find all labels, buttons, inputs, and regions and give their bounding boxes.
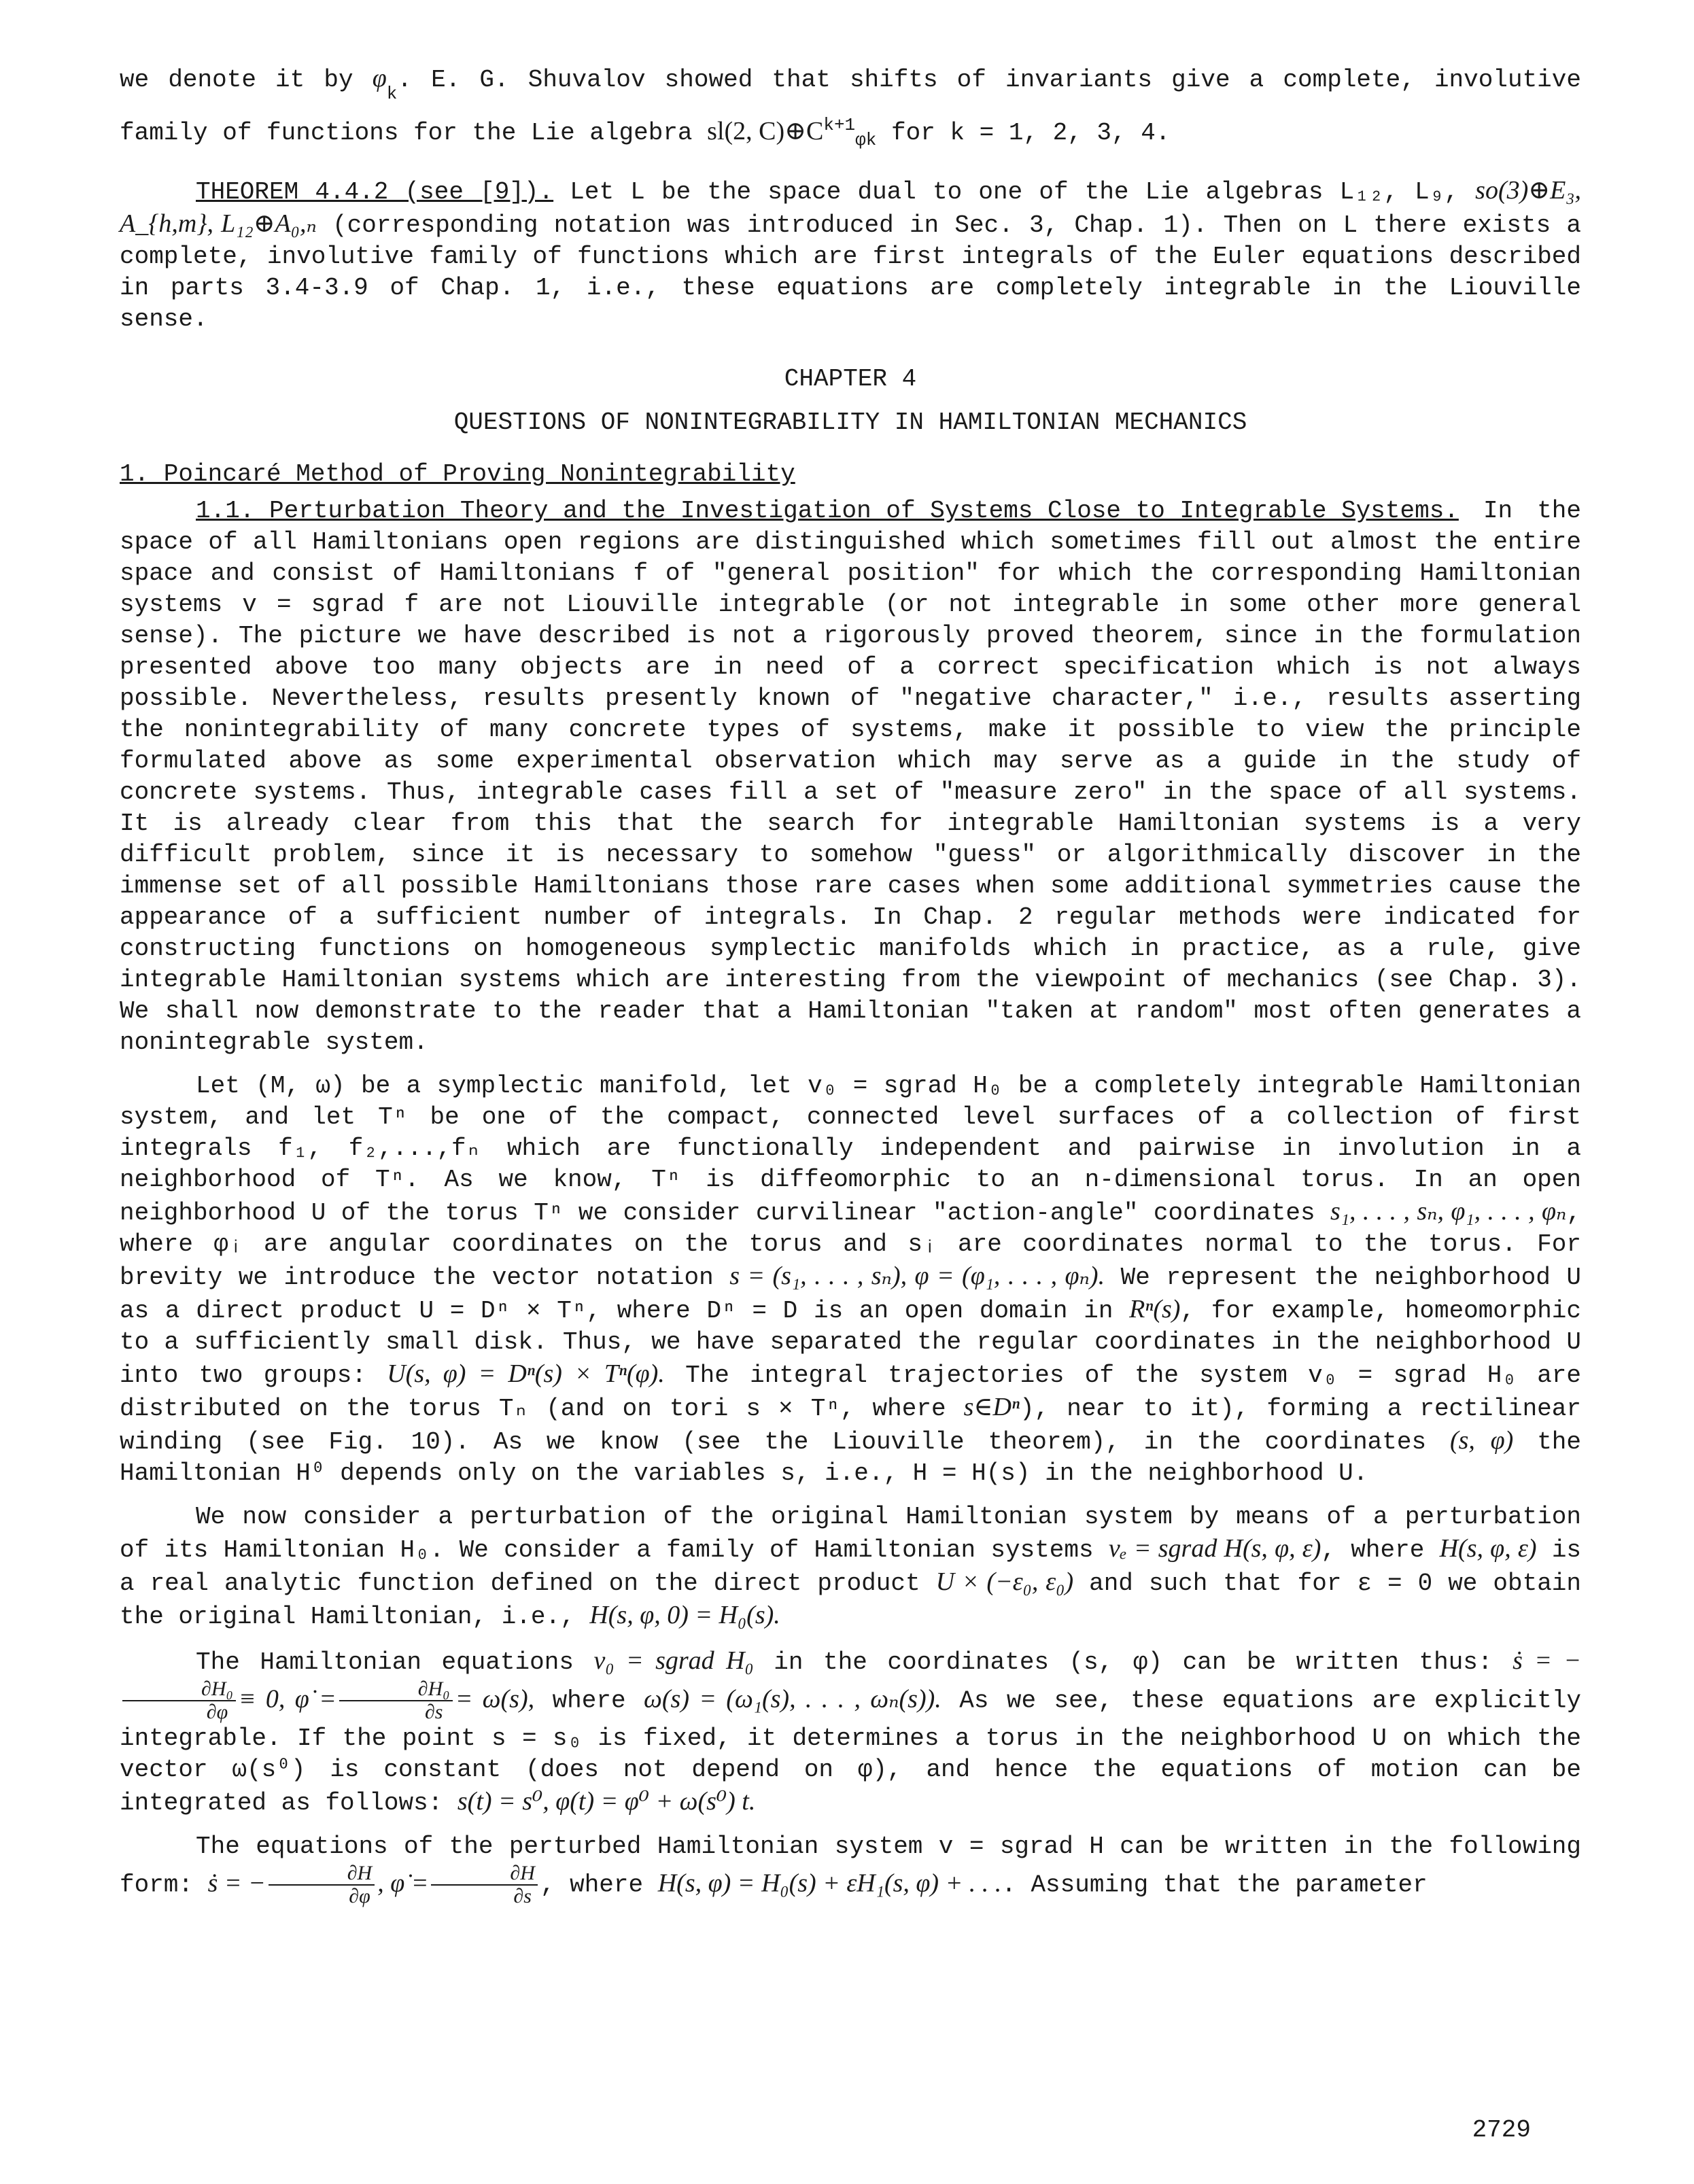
subsection-heading: 1.1. Perturbation Theory and the Investigation of Systems Close to Integrable Systems. [196, 497, 1459, 525]
section-heading: 1. Poincaré Method of Proving Nonintegrability [120, 460, 795, 488]
chapter-title: QUESTIONS OF NONINTEGRABILITY IN HAMILTONIAN MECHANICS [453, 409, 1247, 436]
intro-paragraph: we denote it by $\varphi_k$. E. G. Shuvalov showed that shifts of invariants give a complete, involutive family of functions for the Lie algebra sl(2, $C)\oplus C^{k+1}_{\varphi k}$ for k = 1, 2, 3, 4. [120, 64, 1581, 150]
page-number: 2729 [1472, 2116, 1531, 2144]
theorem-label: THEOREM 4.4.2 (see [9]). [196, 178, 554, 206]
perturbed-system-paragraph: The equations of the perturbed Hamiltonian system v = sgrad H can be written in the following form: ṡ = − $\frac{\partial H}{\partial\varphi}$ , φ̇ = $\frac{\partial H}{\partial s}$ , where H(s, φ) = H₀(s) + εH₁(s, φ) + . . .. Assuming that the parameter [120, 1833, 1581, 1907]
hamiltonian-equations-paragraph: The Hamiltonian equations v₀ = sgrad H₀ in the coordinates (s, φ) can be written thus: ṡ = − $\frac{\text{∂H₀}}{\partial\varphi}$ ≡ 0, φ̇ = $\frac{\text{∂H₀}}{\partial s}$ = ω(s), where ω(s) = (ω₁(s), . . . , ωₙ(s)). As we see, these equations are explicitly integrable. If the point s = s₀ is fixed, it determines a torus in the neighborhood U on which the vector ω(s⁰) is constant (does not depend on φ), and hence the equations of motion can be integrated as follows: s(t) = s⁰, φ(t) = φ⁰ + ω(s⁰) t. [120, 1646, 1582, 1817]
fraction-dH0-dphi: $\frac{\text{∂H₀}}{\partial\varphi}$ [122, 1678, 236, 1723]
perturbation-paragraph: 1.1. Perturbation Theory and the Investigation of Systems Close to Integrable Systems. In the space of all Hamiltonians open regions are distinguished which sometimes fill out almost the entire space and consist of Hamiltonians f of "general position" for which the corresponding Hamiltonian systems v = sgrad f are not Liouville integrable (or not integrable in some other more general sense). The picture we have described is not a rigorously proved theorem, since in the formulation presented above too many objects are in need of a correct specification which is not always possible. Nevertheless, results presently known of "negative character," i.e., results asserting the nonintegrability of many concrete types of systems, make it possible to view the principle formulated above as some experimental observation which may serve as a guide in the study of concrete systems. Thus, integrable cases fill a set of "measure zero" in the space of all systems. It is already clear from this that the search for integrable Hamiltonian systems is a very difficult problem, since it is necessary to somehow "guess" or algorithmically discover in the immense set of all possible Hamiltonians those rare cases when some additional symmetries cause the appearance of a sufficient number of integrals. In Chap. 2 regular methods were indicated for constructing functions on homogeneous symplectic manifolds which in practice, as a rule, give integrable Hamiltonian systems which are interesting from the viewpoint of mechanics (see Chap. 3). We shall now demonstrate to the reader that a Hamiltonian "taken at random" most often generates a nonintegrable system. [120, 497, 1582, 1056]
action-angle-paragraph: Let (M, ω) be a symplectic manifold, let v₀ = sgrad H₀ be a completely integrable Hamiltonian system, and let Tⁿ be one of the compact, connected level surfaces of a collection of first integrals f₁, f₂,...,fₙ which are functionally independent and pairwise in involution in a neighborhood of Tⁿ. As we know, Tⁿ is diffeomorphic to an n-dimensional torus. In an open neighborhood U of the torus Tⁿ we consider curvilinear "action-angle" coordinates s₁, . . . , sₙ, φ₁, . . . , φₙ, where φᵢ are angular coordinates on the torus and sᵢ are coordinates normal to the torus. For brevity we introduce the vector notation s = (s₁, . . . , sₙ), φ = (φ₁, . . . , φₙ). We represent the neighborhood U as a direct product U = Dⁿ × Tⁿ, where Dⁿ = D is an open domain in Rⁿ(s), for example, homeomorphic to a sufficiently small disk. Thus, we have separated the regular coordinates in the neighborhood U into two groups: U(s, φ) = Dⁿ(s) × Tⁿ(φ). The integral trajectories of the system v₀ = sgrad H₀ are distributed on the torus Tₙ (and on tori s × Tⁿ, where s∈Dⁿ), near to it), forming a rectilinear winding (see Fig. 10). As we know (see the Liouville theorem), in the coordinates (s, φ) the Hamiltonian H⁰ depends only on the variables s, i.e., H = H(s) in the neighborhood U. [120, 1072, 1582, 1487]
fraction-dH0-ds: $\frac{\text{∂H₀}}{\partial s}$ [339, 1678, 453, 1723]
fraction-dH-dphi: $\frac{\partial H}{\partial\varphi}$ [269, 1862, 375, 1907]
perturbation-family-paragraph: We now consider a perturbation of the original Hamiltonian system by means of a perturbation of its Hamiltonian H₀. We consider a family of Hamiltonian systems vₑ = sgrad H(s, φ, ε), where H(s, φ, ε) is a real analytic function defined on the direct product U × (−ε₀, ε₀) and such that for ε = 0 we obtain the original Hamiltonian, i.e., H(s, φ, 0) = H₀(s). [120, 1503, 1582, 1631]
fraction-dH-ds: $\frac{\partial H}{\partial s}$ [431, 1862, 538, 1907]
chapter-label: CHAPTER 4 [784, 365, 917, 393]
theorem-paragraph: THEOREM 4.4.2 (see [9]). Let L be the space dual to one of the Lie algebras L₁₂, L₉, so(3)⊕E₃, A_{h,m}, L₁₂⊕A₀,ₙ (corresponding notation was introduced in Sec. 3, Chap. 1). Then on L there exists a complete, involutive family of functions which are first integrals of the Euler equations described in parts 3.4-3.9 of Chap. 1, i.e., these equations are completely integrable in the Liouville sense. [120, 176, 1582, 333]
page-body [120, 63, 1581, 1920]
